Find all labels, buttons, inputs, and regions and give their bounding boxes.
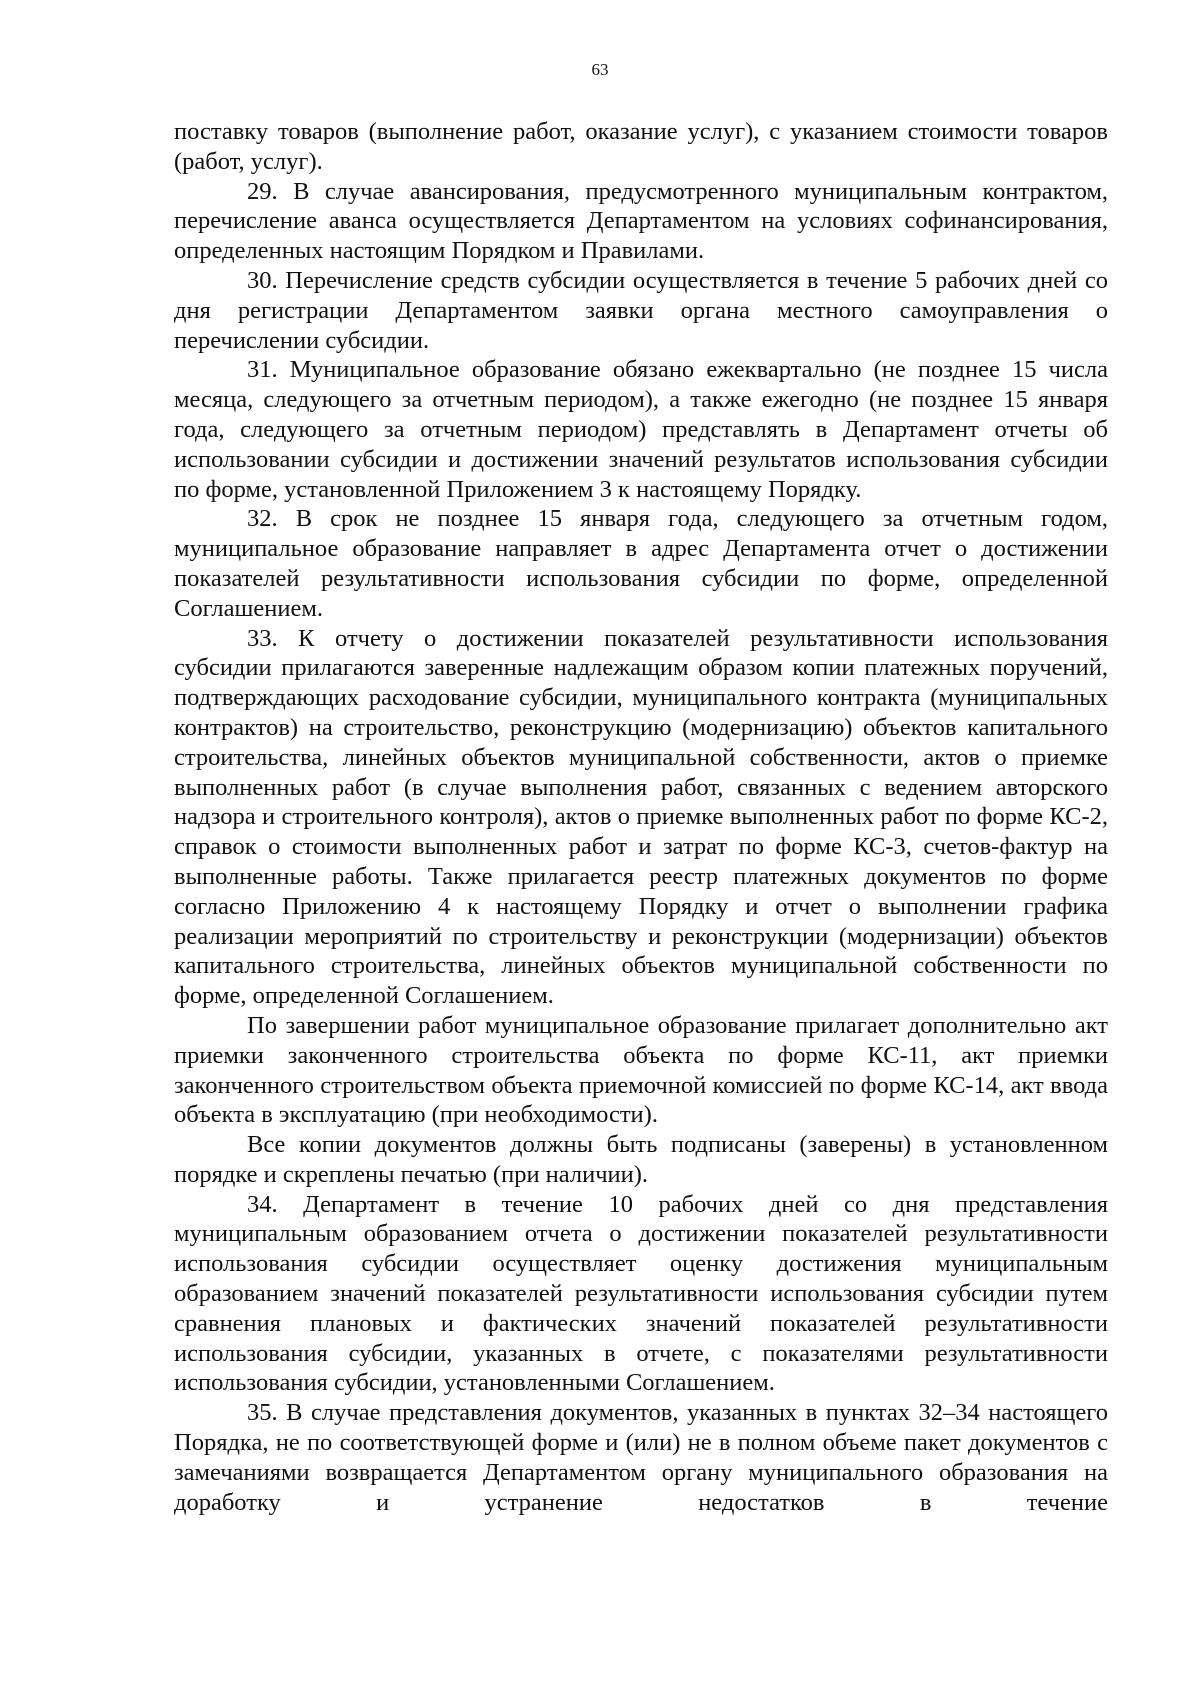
paragraph-continuation: поставку товаров (выполнение работ, оказание услуг), с указанием стоимости товаров (работ, услуг). (174, 118, 1108, 175)
paragraph-29: 29. В случае авансирования, предусмотренного муниципальным контрактом, перечисление аванса осуществляется Департаментом на условиях софинансирования, определенных настоящим Порядком и Правилами. (174, 177, 1108, 265)
paragraph-33: 33. К отчету о достижении показателей результативности использования субсидии прилагаются заверенные надлежащим образом копии платежных поручений, подтверждающих расходование субсидии, муниципального контракта (муниципальных контрактов) на строительство, реконструкцию (модернизацию) объектов капитального строительства, линейных объектов муниципальной собственности, актов о приемке выполненных работ (в случае выполнения работ, связанных с ведением авторского надзора и строительного контроля), актов о приемке выполненных работ по форме КС-2, справок о стоимости выполненных работ и затрат по форме КС-3, счетов-фактур на выполненные работы. Также прилагается реестр платежных документов по форме согласно Приложению 4 к настоящему Порядку и отчет о выполнении графика реализации мероприятий по строительству и реконструкции (модернизации) объектов капитального строительства, линейных объектов муниципальной собственности по форме, определенной Соглашением. (174, 624, 1108, 1010)
paragraph-30: 30. Перечисление средств субсидии осуществляется в течение 5 рабочих дней со дня регистрации Департаментом заявки органа местного самоуправления о перечислении субсидии. (174, 266, 1108, 354)
paragraph-35: 35. В случае представления документов, указанных в пунктах 32–34 настоящего Порядка, не по соответствующей форме и (или) не в полном объеме пакет документов с замечаниями возвращается Департаментом органу муниципального образования на доработку и устранение недостатков в течение (174, 1399, 1108, 1516)
paragraph-32: 32. В срок не позднее 15 января года, следующего за отчетным годом, муниципальное образование направляет в адрес Департамента отчет о достижении показателей результативности использования субсидии по форме, определенной Соглашением. (174, 505, 1108, 622)
page-number: 63 (591, 60, 609, 79)
paragraph-33-completion: По завершении работ муниципальное образование прилагает дополнительно акт приемки законченного строительства объекта по форме КС-11, акт приемки законченного строительством объекта приемочной комиссией по форме КС-14, акт ввода объекта в эксплуатацию (при необходимости). (174, 1011, 1108, 1129)
paragraph-34: 34. Департамент в течение 10 рабочих дней со дня представления муниципальным образованием отчета о достижении показателей результативности использования субсидии осуществляет оценку достижения муниципальным образованием значений показателей результативности использования субсидии путем сравнения плановых и фактических значений показателей результативности использования субсидии, указанных в отчете, с показателями результативности использования субсидии, установленными Соглашением. (174, 1190, 1108, 1397)
document-body (174, 117, 1108, 1517)
paragraph-33-copies: Все копии документов должны быть подписаны (заверены) в установленном порядке и скреплены печатью (при наличии). (174, 1131, 1108, 1188)
paragraph-31: 31. Муниципальное образование обязано ежеквартально (не позднее 15 числа месяца, следующего за отчетным периодом), а также ежегодно (не позднее 15 января года, следующего за отчетным периодом) представлять в Департамент отчеты об использовании субсидии и достижении значений результатов использования субсидии по форме, установленной Приложением 3 к настоящему Порядку. (174, 356, 1108, 503)
